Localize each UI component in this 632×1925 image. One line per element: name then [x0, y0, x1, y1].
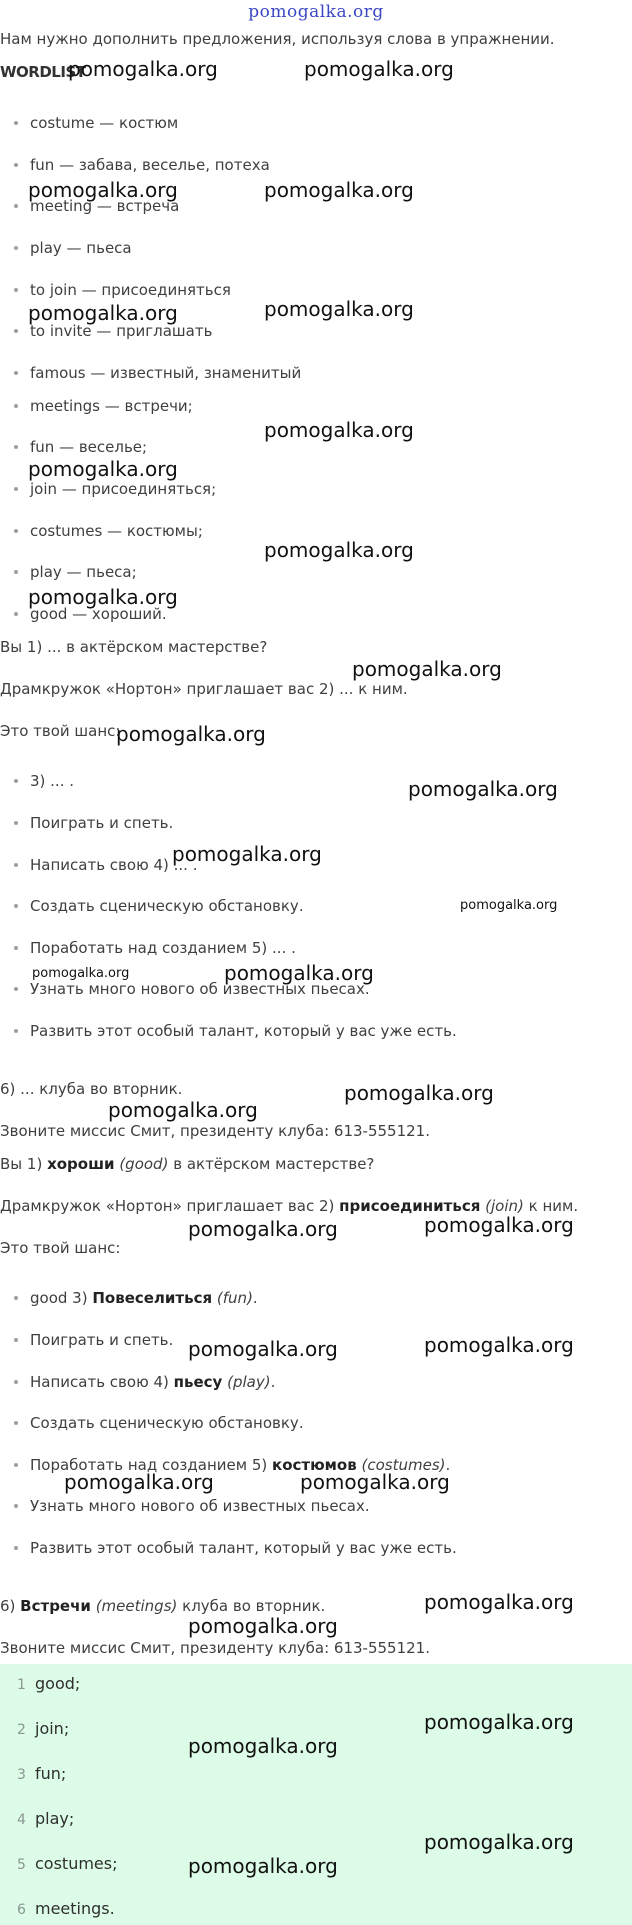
bullet-icon	[14, 487, 18, 491]
watermark: pomogalka.org	[352, 657, 502, 681]
list-item: meeting — встреча	[14, 197, 179, 215]
bullet-icon	[14, 904, 18, 908]
watermark: pomogalka.org	[64, 1470, 214, 1494]
bullet-icon	[14, 1296, 18, 1300]
list-item: Развить этот особый талант, который у вас уже есть.	[14, 1539, 457, 1557]
bullet-icon	[14, 1504, 18, 1508]
list-item: good 3) Повеселиться (fun).	[14, 1289, 258, 1307]
list-item: meetings — встречи;	[14, 397, 193, 415]
bullet-icon	[14, 987, 18, 991]
watermark: pomogalka.org	[264, 297, 414, 321]
task-line-1: Вы 1) ... в актёрском мастерстве?	[0, 638, 268, 656]
watermark: pomogalka.org	[424, 1213, 574, 1237]
watermark: pomogalka.org	[188, 1854, 338, 1878]
list-item: costume — костюм	[14, 114, 178, 132]
bullet-icon	[14, 1029, 18, 1033]
watermark: pomogalka.org	[108, 1098, 258, 1122]
answer-block	[0, 1664, 632, 1925]
list-item: 3) ... .	[14, 772, 74, 790]
bullet-icon	[14, 288, 18, 292]
bullet-icon	[14, 1421, 18, 1425]
list-item: fun — забава, веселье, потеха	[14, 156, 270, 174]
watermark: pomogalka.org	[188, 1734, 338, 1758]
solution-line-2: Драмкружок «Нортон» приглашает вас 2) присоединиться (join) к ним.	[0, 1197, 579, 1215]
list-item: famous — известный, знаменитый	[14, 364, 301, 382]
task-line-3: Это твой шанс:	[0, 722, 121, 740]
intro-text: Нам нужно дополнить предложения, используя слова в упражнении.	[0, 30, 555, 48]
bullet-icon	[14, 246, 18, 250]
bullet-icon	[14, 163, 18, 167]
bullet-icon	[14, 612, 18, 616]
list-item: costumes — костюмы;	[14, 522, 203, 540]
task-line-2: Драмкружок «Нортон» приглашает вас 2) ... к ним.	[0, 680, 408, 698]
bullet-icon	[14, 371, 18, 375]
solution-line-5: Звоните миссис Смит, президенту клуба: 613-555121.	[0, 1639, 430, 1657]
watermark: pomogalka.org	[304, 57, 454, 81]
bullet-icon	[14, 529, 18, 533]
task-line-5: Звоните миссис Смит, президенту клуба: 613-555121.	[0, 1122, 430, 1140]
bullet-icon	[14, 863, 18, 867]
bullet-icon	[14, 946, 18, 950]
bullet-icon	[14, 821, 18, 825]
list-item: play — пьеса;	[14, 563, 137, 581]
list-item: Поиграть и спеть.	[14, 1331, 173, 1349]
list-item: Узнать много нового об известных пьесах.	[14, 980, 370, 998]
list-item: Узнать много нового об известных пьесах.	[14, 1497, 370, 1515]
bullet-icon	[14, 329, 18, 333]
watermark: pomogalka.org	[32, 966, 130, 981]
watermark: pomogalka.org	[344, 1081, 494, 1105]
list-item: Поиграть и спеть.	[14, 814, 173, 832]
list-item: Развить этот особый талант, который у вас уже есть.	[14, 1022, 457, 1040]
list-item: good — хороший.	[14, 605, 167, 623]
answer-row: 3 fun;	[17, 1764, 67, 1783]
watermark: pomogalka.org	[264, 178, 414, 202]
watermark: pomogalka.org	[408, 777, 558, 801]
bullet-icon	[14, 570, 18, 574]
list-item: Поработать над созданием 5) ... .	[14, 939, 296, 957]
watermark: pomogalka.org	[28, 585, 178, 609]
watermark: pomogalka.org	[188, 1337, 338, 1361]
watermark: pomogalka.org	[424, 1710, 574, 1734]
watermark: pomogalka.org	[300, 1470, 450, 1494]
solution-line-4: 6) Встречи (meetings) клуба во вторник.	[0, 1597, 326, 1615]
list-item: fun — веселье;	[14, 438, 147, 456]
bullet-icon	[14, 121, 18, 125]
watermark: pomogalka.org	[188, 1614, 338, 1638]
list-item: Поработать над созданием 5) костюмов (costumes).	[14, 1456, 450, 1474]
watermark: pomogalka.org	[172, 842, 322, 866]
watermark: pomogalka.org	[424, 1590, 574, 1614]
bullet-icon	[14, 1463, 18, 1467]
bullet-icon	[14, 1546, 18, 1550]
list-item: Написать свою 4) ... .	[14, 856, 197, 874]
bullet-icon	[14, 1338, 18, 1342]
watermark: pomogalka.org	[116, 722, 266, 746]
watermark: pomogalka.org	[264, 538, 414, 562]
watermark: pomogalka.org	[460, 898, 558, 913]
answer-row: 2 join;	[17, 1719, 70, 1738]
solution-line-1: Вы 1) хороши (good) в актёрском мастерстве?	[0, 1155, 375, 1173]
watermark: pomogalka.org	[188, 1217, 338, 1241]
bullet-icon	[14, 779, 18, 783]
task-line-4: 6) ... клуба во вторник.	[0, 1080, 183, 1098]
bullet-icon	[14, 1380, 18, 1384]
watermark: pomogalka.org	[264, 418, 414, 442]
solution-line-3: Это твой шанс:	[0, 1239, 121, 1257]
watermark: pomogalka.org	[28, 301, 178, 325]
list-item: play — пьеса	[14, 239, 132, 257]
bullet-icon	[14, 445, 18, 449]
bullet-icon	[14, 204, 18, 208]
answer-row: 1 good;	[17, 1674, 81, 1693]
list-item: join — присоединяться;	[14, 480, 216, 498]
list-item: Создать сценическую обстановку.	[14, 897, 304, 915]
watermark: pomogalka.org	[424, 1333, 574, 1357]
watermark: pomogalka.org	[424, 1830, 574, 1854]
wordlist-title: WORDLIST	[0, 63, 86, 81]
answer-row: 4 play;	[17, 1809, 75, 1828]
watermark: pomogalka.org	[28, 178, 178, 202]
watermark: pomogalka.org	[28, 457, 178, 481]
answer-row: 6 meetings.	[17, 1899, 115, 1918]
answer-row: 5 costumes;	[17, 1854, 118, 1873]
list-item: to join — присоединяться	[14, 281, 231, 299]
list-item: Создать сценическую обстановку.	[14, 1414, 304, 1432]
site-logo[interactable]: pomogalka.org	[248, 2, 384, 22]
watermark: pomogalka.org	[224, 961, 374, 985]
watermark: pomogalka.org	[68, 57, 218, 81]
list-item: to invite — приглашать	[14, 322, 212, 340]
list-item: Написать свою 4) пьесу (play).	[14, 1373, 275, 1391]
bullet-icon	[14, 404, 18, 408]
